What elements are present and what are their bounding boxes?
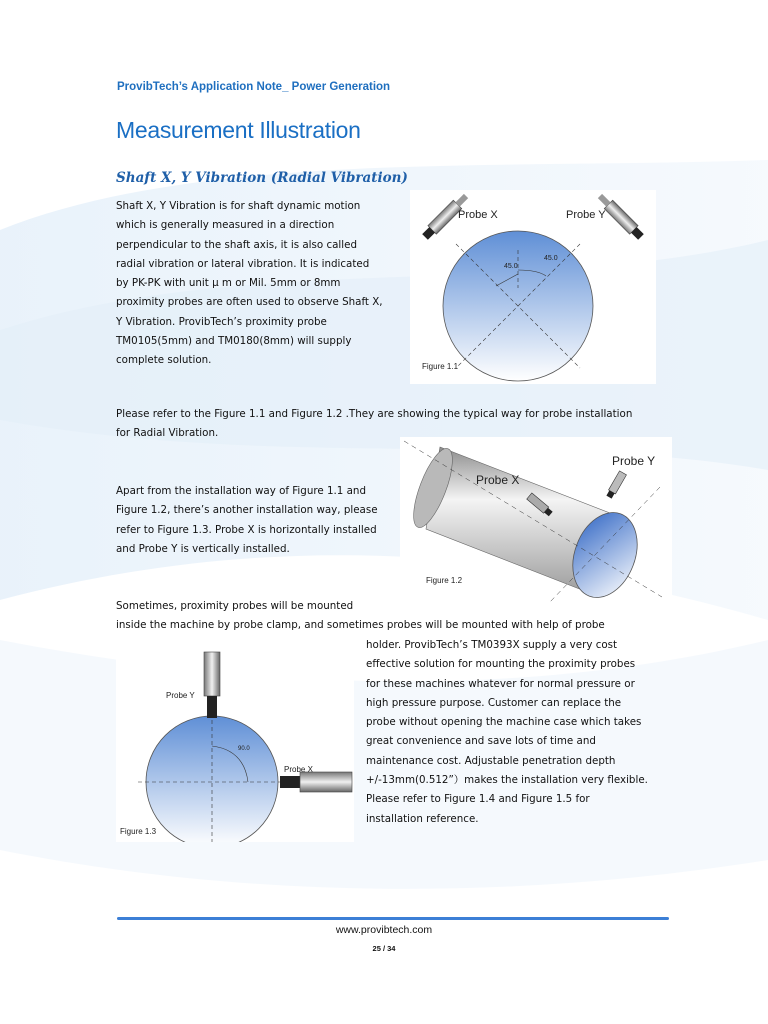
angle-label: 90.0: [238, 746, 250, 752]
probe-y-label: Probe Y: [566, 209, 606, 221]
probe-x-label: Probe X: [458, 209, 498, 221]
text-line: proximity probes are often used to observe Shaft X,: [116, 296, 383, 309]
text-line: maintenance cost. Adjustable penetration depth: [366, 754, 616, 767]
text-line: radial vibration or lateral vibration. It is indicated: [116, 257, 370, 270]
paragraph-shaft-vibration: [116, 197, 406, 371]
text-line: and Probe Y is vertically installed.: [116, 542, 290, 555]
note-header: ProvibTech’s Application Note_ Power Generation: [117, 81, 391, 93]
probe-x-label: Probe X: [476, 473, 520, 487]
text-line: refer to Figure 1.3. Probe X is horizontally installed: [116, 523, 377, 536]
figure-1-2: [400, 437, 672, 605]
text-line: perpendicular to the shaft axis, it is also called: [116, 238, 358, 251]
figure-caption: Figure 1.3: [120, 827, 157, 836]
paragraph-installation-way: [116, 482, 401, 559]
text-line: Apart from the installation way of Figure 1.1 and: [116, 485, 366, 497]
text-line: Y Vibration. ProvibTech’s proximity probe: [116, 315, 327, 328]
text-line: inside the machine by probe clamp, and sometimes probes will be mounted with help of probe: [116, 619, 605, 632]
figure-caption: Figure 1.2: [426, 576, 463, 585]
footer-divider: [117, 917, 669, 920]
text-line: holder. ProvibTech’s TM0393X supply a very cost: [366, 639, 618, 651]
angle-right-label: 45.0: [544, 255, 558, 262]
text-line: for these machines whatever for normal pressure or: [366, 677, 635, 690]
text-line: Shaft X, Y Vibration is for shaft dynamic motion: [116, 200, 361, 212]
text-line: +/-13mm(0.512”）makes the installation very flexible.: [366, 774, 648, 787]
paragraph-probe-holder: [366, 636, 671, 829]
text-line: TM0105(5mm) and TM0180(8mm) will supply: [116, 335, 352, 348]
text-line: great convenience and save lots of time and: [366, 735, 596, 748]
text-line: which is generally measured in a direction: [116, 219, 335, 232]
figure-1-3: [116, 650, 354, 842]
text-line: Please refer to Figure 1.4 and Figure 1.5 for: [366, 793, 590, 806]
figure-1-1: [410, 190, 656, 384]
paragraph-probe-clamp: [116, 597, 676, 636]
text-line: Please refer to the Figure 1.1 and Figure 1.2 .They are showing the typical way for probe installation: [116, 408, 633, 420]
probe-y-label: Probe Y: [166, 691, 195, 700]
text-line: installation reference.: [366, 812, 479, 825]
probe-y-label: Probe Y: [612, 454, 656, 468]
text-line: Figure 1.2, there’s another installation way, please: [116, 504, 378, 517]
figure-caption: Figure 1.1: [422, 362, 459, 371]
text-line: complete solution.: [116, 354, 212, 367]
text-line: for Radial Vibration.: [116, 427, 219, 440]
page-title: Measurement Illustration: [116, 117, 361, 143]
text-line: Sometimes, proximity probes will be mounted: [116, 600, 354, 612]
text-line: by PK-PK with unit μ m or Mil. 5mm or 8mm: [116, 277, 341, 290]
footer-url: www.provibtech.com: [335, 924, 433, 936]
text-line: effective solution for mounting the proximity probes: [366, 658, 636, 671]
page-number: 25 / 34: [372, 944, 396, 953]
probe-x-label: Probe X: [284, 765, 313, 774]
text-line: high pressure purpose. Customer can replace the: [366, 696, 622, 709]
text-line: probe without opening the machine case which takes: [366, 716, 642, 729]
section-title: Shaft X, Y Vibration (Radial Vibration): [116, 170, 408, 186]
angle-left-label: 45.0: [504, 263, 518, 270]
